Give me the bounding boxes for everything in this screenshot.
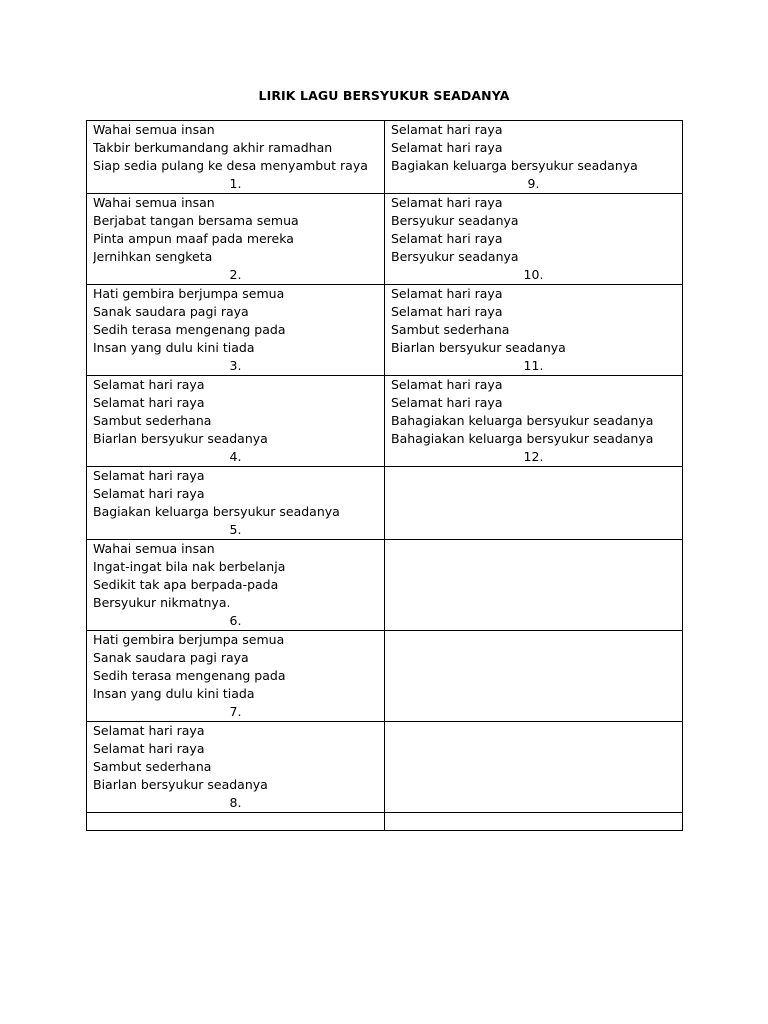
verse-cell-right bbox=[385, 722, 683, 813]
verse-number: 7. bbox=[229, 704, 242, 719]
verse-line: Wahai semua insan bbox=[93, 541, 215, 556]
verse-cell-left bbox=[87, 285, 385, 376]
verse-number: 10. bbox=[523, 267, 544, 282]
document-title: LIRIK LAGU BERSYUKUR SEADANYA bbox=[258, 88, 510, 103]
verse-line: Bersyukur nikmatnya. bbox=[93, 595, 231, 610]
verse-line: Selamat hari raya bbox=[391, 377, 503, 392]
verse-number: 5. bbox=[229, 522, 242, 537]
verse-line: Berjabat tangan bersama semua bbox=[93, 213, 299, 228]
verse-line: Bersyukur seadanya bbox=[391, 213, 519, 228]
verse-line: Bersyukur seadanya bbox=[391, 249, 519, 264]
verse-line: Sambut sederhana bbox=[391, 322, 510, 337]
verse-row bbox=[87, 121, 683, 194]
verse-line: Wahai semua insan bbox=[93, 195, 215, 210]
verse-line: Sanak saudara pagi raya bbox=[93, 304, 249, 319]
empty-cell-left bbox=[87, 813, 385, 831]
verse-line: Selamat hari raya bbox=[391, 395, 503, 410]
verse-line: Bagiakan keluarga bersyukur seadanya bbox=[391, 158, 638, 173]
verse-line: Selamat hari raya bbox=[391, 195, 503, 210]
verse-cell-left bbox=[87, 722, 385, 813]
verse-row bbox=[87, 540, 683, 631]
empty-cell-right bbox=[385, 813, 683, 831]
verse-number: 4. bbox=[229, 449, 242, 464]
verse-number: 3. bbox=[229, 358, 242, 373]
verse-cell-left bbox=[87, 376, 385, 467]
verse-line: Sambut sederhana bbox=[93, 413, 212, 428]
verse-number: 8. bbox=[229, 795, 242, 810]
verse-line: Selamat hari raya bbox=[391, 304, 503, 319]
verse-cell-right bbox=[385, 631, 683, 722]
verse-cell-right bbox=[385, 467, 683, 540]
verse-cell-left bbox=[87, 631, 385, 722]
verse-row bbox=[87, 631, 683, 722]
lyrics-table bbox=[86, 120, 683, 831]
verse-cell-left bbox=[87, 121, 385, 194]
verse-line: Selamat hari raya bbox=[391, 140, 503, 155]
verse-cell-right bbox=[385, 194, 683, 285]
lyrics-table-body bbox=[87, 121, 683, 831]
verse-line: Biarlan bersyukur seadanya bbox=[93, 777, 268, 792]
verse-line: Selamat hari raya bbox=[93, 377, 205, 392]
verse-line: Hati gembira berjumpa semua bbox=[93, 632, 285, 647]
verse-number: 12. bbox=[523, 449, 544, 464]
empty-row bbox=[87, 813, 683, 831]
verse-line: Insan yang dulu kini tiada bbox=[93, 686, 255, 701]
verse-cell-right bbox=[385, 121, 683, 194]
verse-line: Sedikit tak apa berpada-pada bbox=[93, 577, 279, 592]
verse-line: Bahagiakan keluarga bersyukur seadanya bbox=[391, 431, 654, 446]
verse-number: 6. bbox=[229, 613, 242, 628]
verse-line: Selamat hari raya bbox=[93, 468, 205, 483]
verse-cell-left bbox=[87, 540, 385, 631]
verse-line: Sedih terasa mengenang pada bbox=[93, 668, 286, 683]
verse-row bbox=[87, 194, 683, 285]
verse-line: Bahagiakan keluarga bersyukur seadanya bbox=[391, 413, 654, 428]
verse-line: Insan yang dulu kini tiada bbox=[93, 340, 255, 355]
verse-line: Takbir berkumandang akhir ramadhan bbox=[93, 140, 333, 155]
verse-line: Hati gembira berjumpa semua bbox=[93, 286, 285, 301]
verse-line: Selamat hari raya bbox=[93, 741, 205, 756]
verse-line: Ingat-ingat bila nak berbelanja bbox=[93, 559, 286, 574]
verse-line: Sanak saudara pagi raya bbox=[93, 650, 249, 665]
verse-line: Selamat hari raya bbox=[93, 486, 205, 501]
verse-line: Biarlan bersyukur seadanya bbox=[391, 340, 566, 355]
verse-line: Pinta ampun maaf pada mereka bbox=[93, 231, 294, 246]
verse-line: Sambut sederhana bbox=[93, 759, 212, 774]
verse-line: Selamat hari raya bbox=[391, 122, 503, 137]
verse-row bbox=[87, 722, 683, 813]
verse-line: Selamat hari raya bbox=[391, 286, 503, 301]
verse-cell-right bbox=[385, 376, 683, 467]
verse-number: 1. bbox=[229, 176, 242, 191]
verse-number: 2. bbox=[229, 267, 242, 282]
verse-line: Siap sedia pulang ke desa menyambut raya bbox=[93, 158, 368, 173]
verse-line: Selamat hari raya bbox=[93, 395, 205, 410]
verse-cell-right bbox=[385, 285, 683, 376]
verse-line: Sedih terasa mengenang pada bbox=[93, 322, 286, 337]
verse-line: Bagiakan keluarga bersyukur seadanya bbox=[93, 504, 340, 519]
verse-row bbox=[87, 285, 683, 376]
verse-cell-right bbox=[385, 540, 683, 631]
verse-number: 9. bbox=[527, 176, 540, 191]
verse-row bbox=[87, 376, 683, 467]
verse-line: Wahai semua insan bbox=[93, 122, 215, 137]
verse-number: 11. bbox=[523, 358, 544, 373]
verse-cell-left bbox=[87, 194, 385, 285]
verse-line: Selamat hari raya bbox=[391, 231, 503, 246]
verse-line: Jernihkan sengketa bbox=[93, 249, 213, 264]
verse-row bbox=[87, 467, 683, 540]
verse-line: Selamat hari raya bbox=[93, 723, 205, 738]
verse-cell-left bbox=[87, 467, 385, 540]
verse-line: Biarlan bersyukur seadanya bbox=[93, 431, 268, 446]
